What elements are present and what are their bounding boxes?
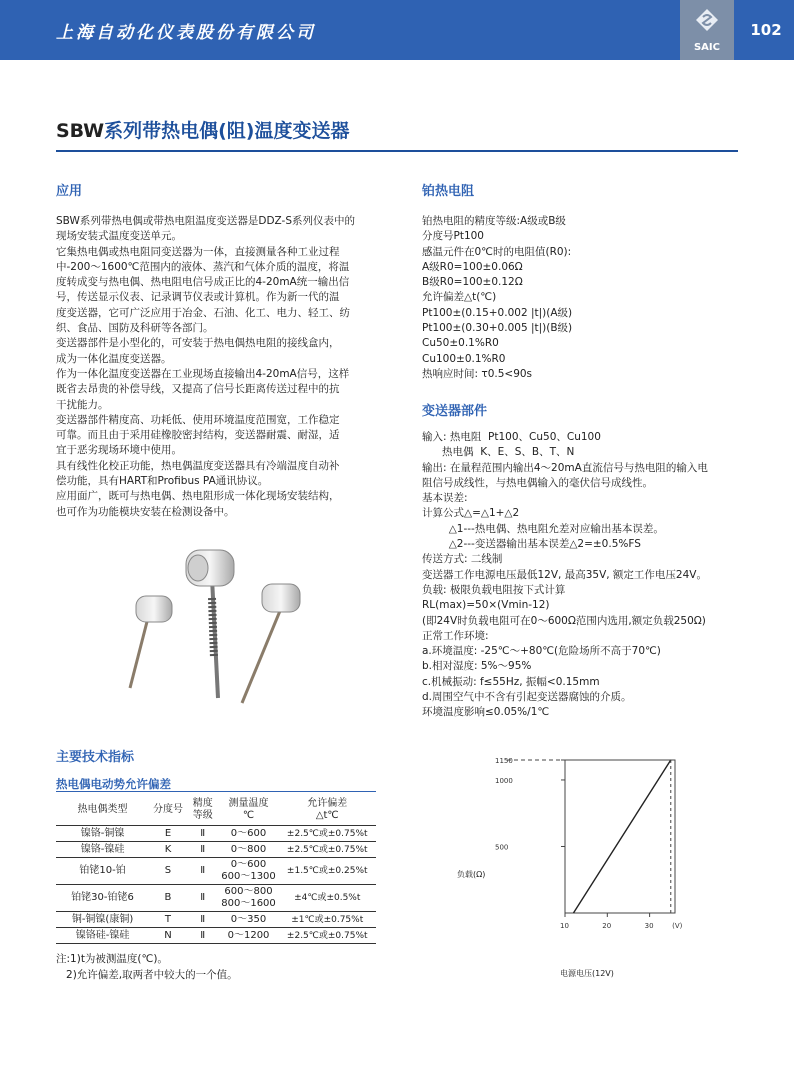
transmitter-line: 阻信号成线性，与热电偶输入的毫伏信号成线性。 [422,476,653,489]
col-grade: 精度 等级 [187,795,219,826]
table-row [56,912,376,928]
application-line: 它集热电偶或热电阻同变送器为一体，直接测量各种工业过程 [56,245,340,258]
platinum-line: Pt100±(0.15+0.002 |t|)(A级) [422,306,573,319]
application-line: 作为一体化温度变送器在工业现场直接输出4-20mA信号，这样 [56,367,350,380]
application-line: 干扰能力。 [56,398,109,411]
page-title [56,116,349,143]
table-row [56,858,376,885]
page-number: 102 [750,21,782,39]
cell-code: T [149,912,187,928]
product-photo [122,538,342,708]
x-tick-label: (V) [672,922,683,930]
cell-range: 0～600 [219,826,279,842]
platinum-line: Cu50±0.1%R0 [422,337,499,350]
cell-code: E [149,826,187,842]
table-title-rule [56,791,376,792]
application-line: 变送器部件精度高、功耗低、使用环境温度范围宽，工作稳定 [56,413,340,426]
cell-code: K [149,842,187,858]
application-line: 中-200～1600℃范围内的液体、蒸汽和气体介质的温度，将温 [56,260,350,273]
platinum-line: Cu100±0.1%R0 [422,352,506,365]
platinum-line: B级R0=100±0.12Ω [422,276,523,289]
logo-text: SAIC [693,42,720,53]
application-line: SBW系列带热电偶或带热电阻温度变送器是DDZ-S系列仪表中的 [56,215,356,227]
transmitter-line: 传送方式: 二线制 [422,553,503,566]
specs-heading: 主要技术指标 [56,750,135,765]
company-name: 上海自动化仪表股份有限公司 [56,23,316,43]
cell-type: 铜-铜镍(康铜) [56,912,149,928]
application-line: 具有线性化校正功能，热电偶温度变送器具有冷端温度自动补 [56,459,340,472]
note-1: 注:1)t为被测温度(℃)。 [56,953,168,965]
y-tick-label: 1150 [495,757,513,765]
platinum-text [422,214,572,382]
transmitter-line: △2---变送器输出基本误差△2=±0.5%FS [422,538,641,551]
application-line: 也可作为功能模块安装在检测设备中。 [56,505,235,518]
x-axis-label: 电源电压(12V) [560,969,614,978]
transmitter-line: 计算公式△=△1+△2 [422,507,520,520]
platinum-line: 铂热电阻的精度等级:A级或B级 [422,215,566,227]
platinum-line: 感温元件在0℃时的电阻值(R0): [422,245,572,258]
col-tolerance: 允许偏差 △t℃ [278,795,376,826]
cell-type: 铂铑30-铂铑6 [56,885,149,912]
application-line: 成为一体化温度变送器。 [56,352,172,365]
cell-tol: ±2.5℃或±0.75%t [278,842,376,858]
col-type: 热电偶类型 [56,795,149,826]
transmitter-line: c.机械振动: f≤55Hz, 振幅<0.15mm [422,675,600,688]
application-line: 现场安装式温度变送单元。 [56,230,182,243]
cell-range: 0～350 [219,912,279,928]
cell-grade: Ⅱ [187,858,219,885]
y-tick-label: 500 [495,843,509,852]
cell-type: 铂铑10-铂 [56,858,149,885]
table-header-row [56,795,376,826]
cell-range: 0～1200 [219,928,279,944]
cell-grade: Ⅱ [187,826,219,842]
col-range: 测量温度 ℃ [219,795,279,826]
cell-type: 镍铬-铜镍 [56,826,149,842]
transmitter-line: 变送器工作电源电压最低12V, 最高35V, 额定工作电压24V。 [422,568,707,581]
transmitter-line: 正常工作环境: [422,629,489,642]
transmitter-line: a.环境温度: -25℃～+80℃(危险场所不高于70℃) [422,645,661,658]
x-tick-label: 10 [560,922,569,930]
table-row [56,885,376,912]
application-line: 应用面广，既可与热电偶、热电阻形成一体化现场安装结构， [56,490,340,503]
transmitter-line: 环境温度影响≤0.05%/1℃ [422,706,550,719]
application-line: 宜于恶劣现场环境中使用。 [56,444,182,457]
cell-code: S [149,858,187,885]
y-axis-label: 负载(Ω) [457,870,486,880]
transmitter-line: 输入: 热电阻 Pt100、Cu50、Cu100 [422,431,601,443]
application-line: 变送器部件是小型化的，可安装于热电偶热电阻的接线盒内， [56,337,340,350]
application-heading: 应用 [56,184,83,199]
table-notes [56,951,238,983]
cell-range: 0～800 [219,842,279,858]
cell-tol: ±2.5℃或±0.75%t [278,826,376,842]
application-line: 偿功能，具有HART和Profibus PA通讯协议。 [56,475,269,488]
load-line [573,760,670,913]
note-2: 2)允许偏差,取两者中较大的一个值。 [56,969,238,981]
y-tick-label: 1000 [495,776,513,785]
cell-tol: ±4℃或±0.5%t [278,885,376,912]
platinum-line: 分度号Pt100 [422,230,484,243]
application-line: 号，传送显示仪表、记录调节仪表或计算机。作为新一代的温 [56,291,340,304]
cell-range: 0～600 600～1300 [219,858,279,885]
transmitter-line: △1---热电偶、热电阻允差对应输出基本误差。 [422,522,664,535]
title-prefix: SBW [56,120,105,142]
cell-grade: Ⅱ [187,928,219,944]
tolerance-table [56,795,376,944]
cell-tol: ±2.5℃或±0.75%t [278,928,376,944]
x-tick-label: 20 [602,922,612,930]
transmitter-line: (即24V时负载电阻可在0～600Ω范围内选用,额定负载250Ω) [422,614,706,627]
application-text [56,214,355,520]
table-row [56,928,376,944]
application-line: 可靠。而且由于采用硅橡胶密封结构，变送器耐震、耐湿，适 [56,429,340,442]
transmitter-line: 基本误差: [422,492,468,505]
transmitter-line: 热电偶 K、E、S、B、T、N [422,446,575,459]
platinum-line: 允许偏差△t(℃) [422,291,497,304]
title-main: 系列带热电偶(阻)温度变送器 [104,120,350,142]
x-tick-label: 30 [644,922,654,930]
cell-grade: Ⅱ [187,885,219,912]
table-title: 热电偶电动势允许偏差 [56,777,171,791]
platinum-line: Pt100±(0.30+0.005 |t|)(B级) [422,322,573,335]
platinum-line: A级R0=100±0.06Ω [422,260,523,273]
transmitter-line: b.相对湿度: 5%～95% [422,660,532,673]
transmitter-heading: 变送器部件 [422,404,488,419]
load-chart [450,750,700,985]
plot-frame [565,760,675,913]
saic-logo [680,0,734,60]
platinum-line: 热响应时间: τ0.5<90s [422,367,533,380]
saic-logo-icon [695,8,719,38]
cell-range: 600～800 800～1600 [219,885,279,912]
col-code: 分度号 [149,795,187,826]
cell-grade: Ⅱ [187,912,219,928]
cell-type: 镍铬-镍硅 [56,842,149,858]
table-row [56,826,376,842]
cell-tol: ±1℃或±0.75%t [278,912,376,928]
transmitter-line: 负载: 极限负载电阻按下式计算 [422,583,566,596]
application-line: 织、食品、国防及科研等各部门。 [56,322,214,335]
cell-code: N [149,928,187,944]
transmitter-line: d.周围空气中不含有引起变送器腐蚀的介质。 [422,691,632,704]
transmitter-line: 输出: 在量程范围内输出4～20mA直流信号与热电阻的输入电 [422,461,708,474]
transmitter-line: RL(max)=50×(Vmin-12) [422,599,550,612]
table-row [56,842,376,858]
cell-grade: Ⅱ [187,842,219,858]
platinum-heading: 铂热电阻 [422,184,475,199]
cell-code: B [149,885,187,912]
application-line: 度变送器，它可广泛应用于冶金、石油、化工、电力、轻工、纺 [56,306,350,319]
cell-type: 镍铬硅-镍硅 [56,928,149,944]
title-rule [56,150,738,152]
application-line: 度转成变与热电偶、热电阻电信号成正比的4-20mA统一输出信 [56,276,350,289]
cell-tol: ±1.5℃或±0.25%t [278,858,376,885]
transmitter-text [422,430,708,721]
header-bar [0,0,794,60]
application-line: 既省去昂贵的补偿导线，又提高了信号长距离传送过程中的抗 [56,383,340,396]
